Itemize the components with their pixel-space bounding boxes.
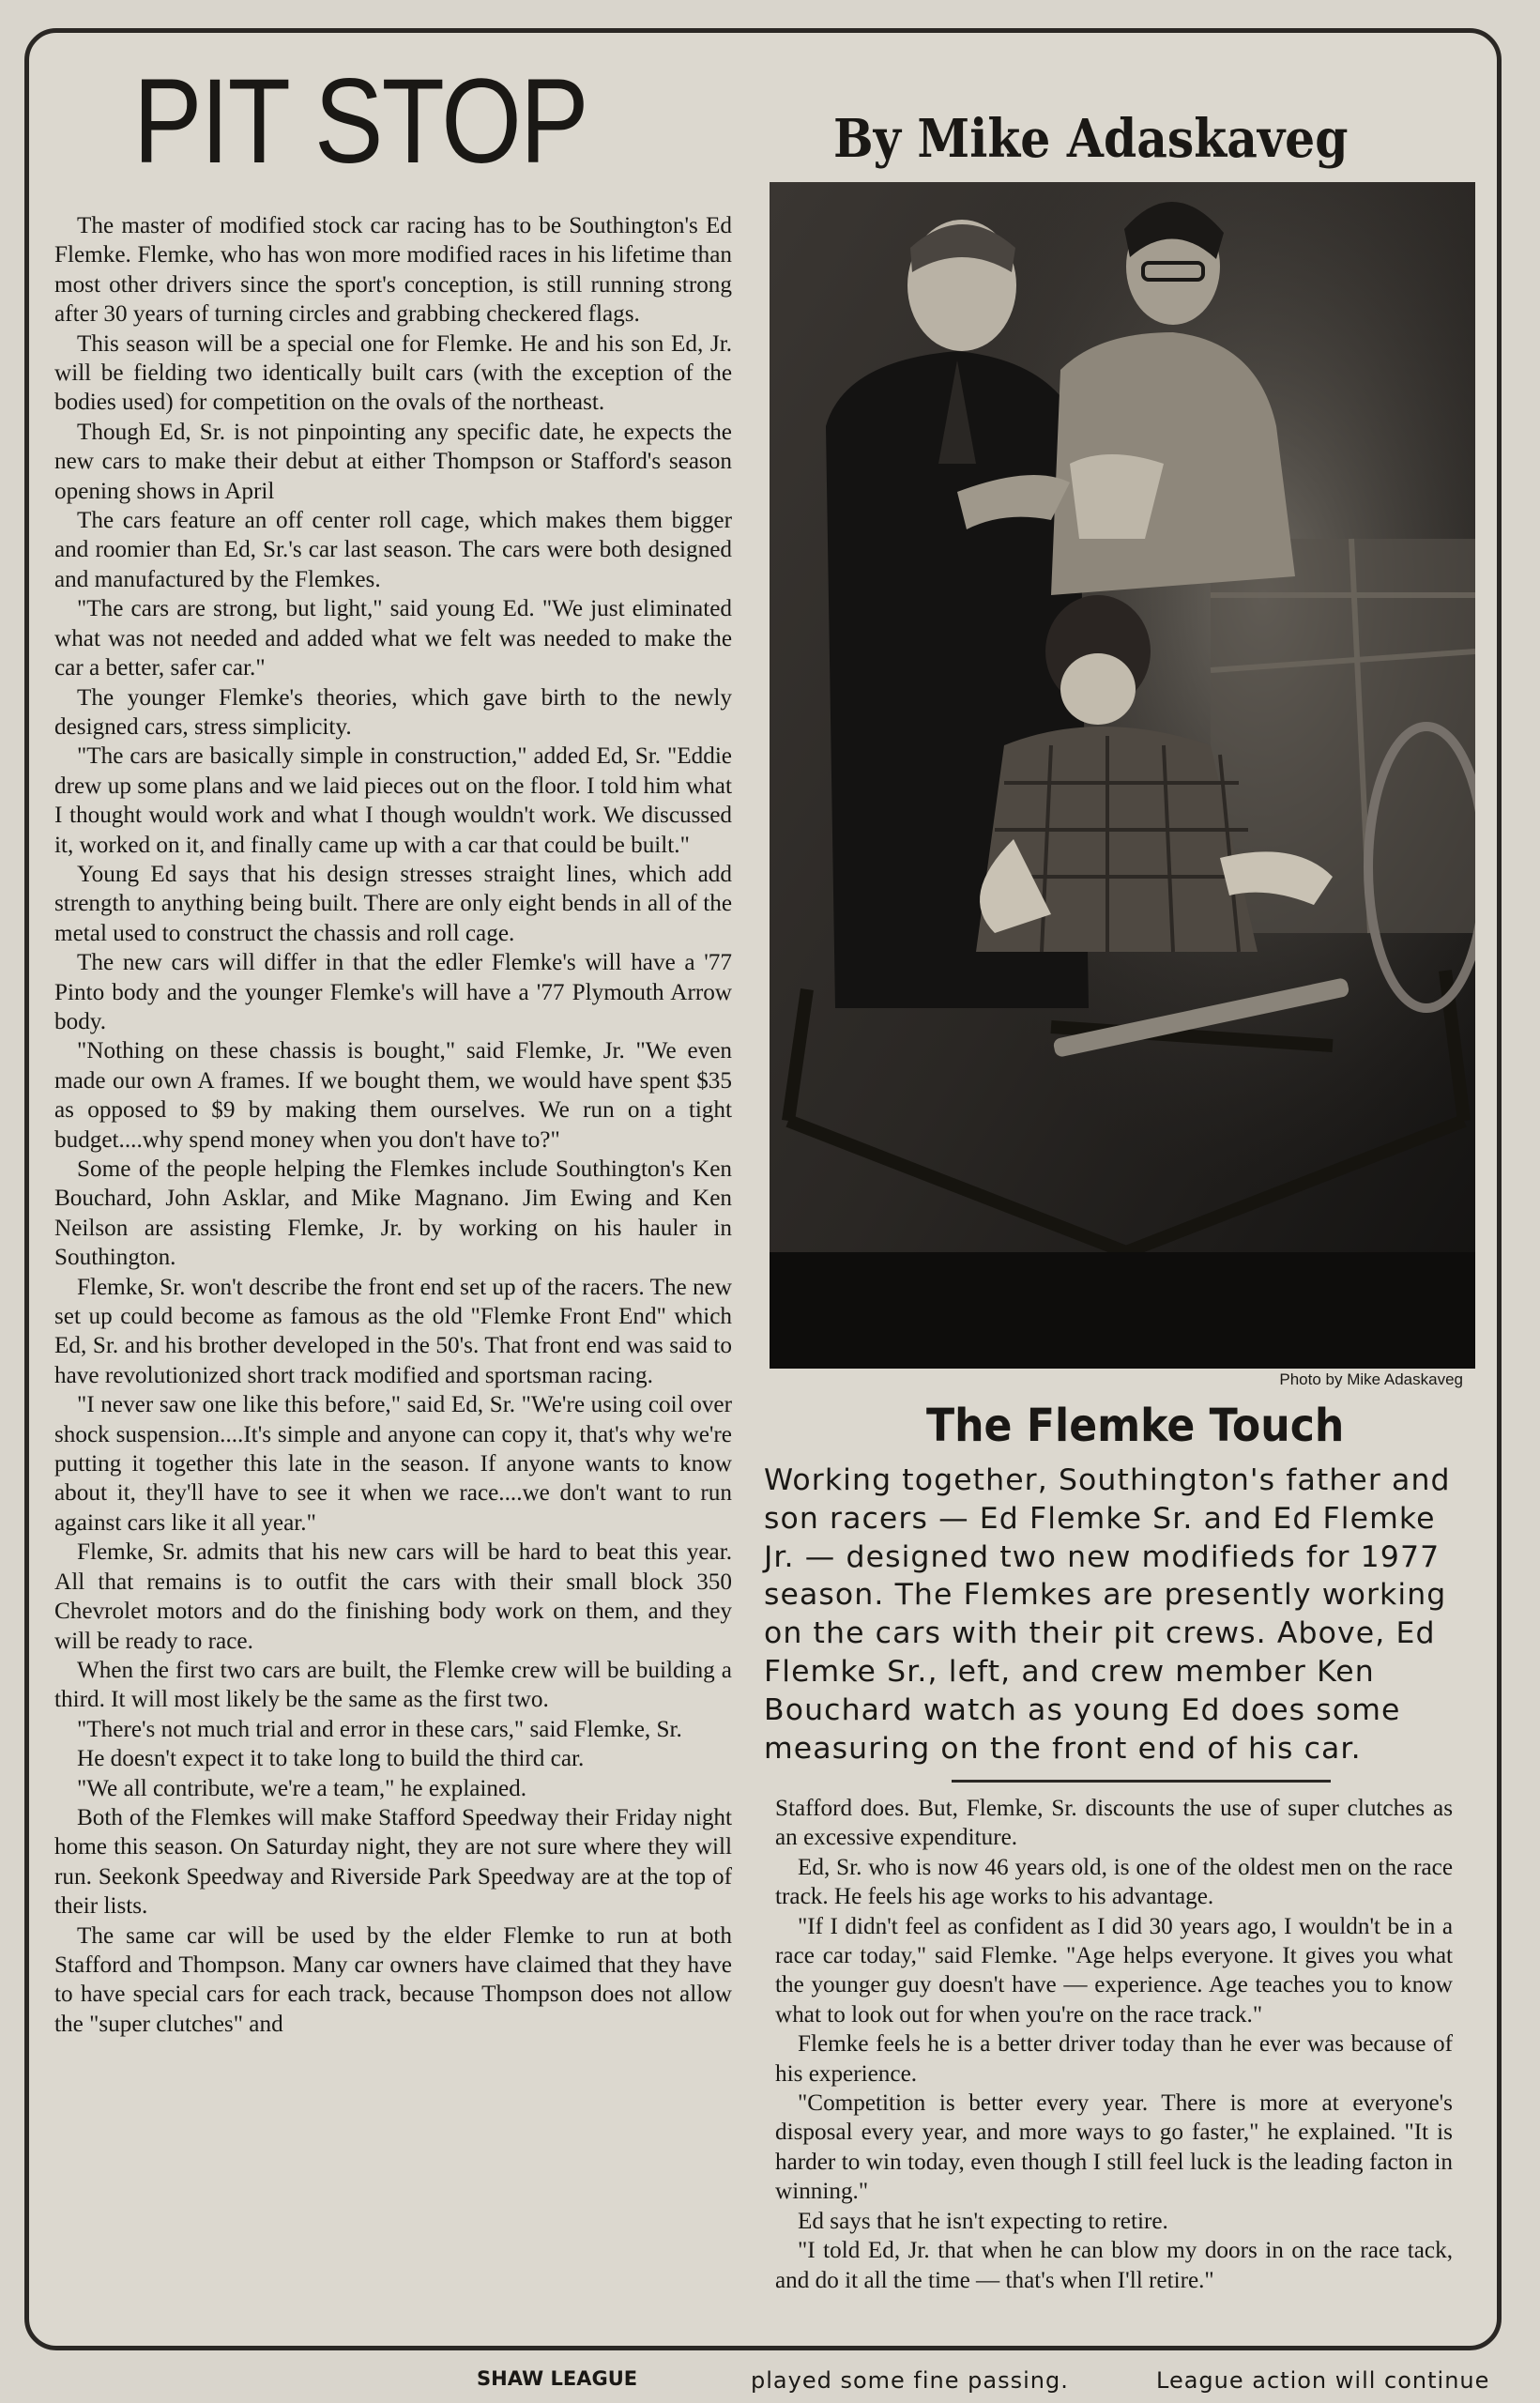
article-column-left <box>54 211 732 2039</box>
photo-credit: Photo by Mike Adaskaveg <box>1279 1370 1463 1388</box>
paragraph: The cars feature an off center roll cage, which makes them bigger and roomier than Ed, Sr.'s car last season. The cars were both designed and manufactured by the Flemkes. <box>54 508 732 592</box>
paragraph: He doesn't expect it to take long to build the third car. <box>77 1746 585 1772</box>
paragraph: "We all contribute, we're a team," he explained. <box>77 1775 527 1801</box>
paragraph: "If I didn't feel as confident as I did 30 years ago, I wouldn't be in a race car today," said Flemke. "Age helps everyone. It gives you what the younger guy doesn't have — experience. Age teaches you to know what to look out for when you're on the race track." <box>775 1913 1453 2028</box>
photo-illustration <box>770 182 1475 1369</box>
paragraph: Both of the Flemkes will make Stafford Speedway their Friday night home this season. On Saturday night, they are not sure where they will run. Seekonk Speedway and Riverside Park Speedway are at the top of their lists. <box>54 1804 732 1920</box>
paragraph: "Nothing on these chassis is bought," said Flemke, Jr. "We even made our own A frames. If we bought them, we would have spent $35 as opposed to $9 by making them ourselves. We run on a tight budget....why spend money when you don't have to?" <box>54 1038 732 1153</box>
paragraph: "I told Ed, Jr. that when he can blow my doors in on the race tack, and do it all the time — that's when I'll retire." <box>775 2238 1453 2293</box>
paragraph: Though Ed, Sr. is not pinpointing any specific date, he expects the new cars to make their debut at either Thompson or Stafford's season opening shows in April <box>54 419 732 504</box>
paragraph: The new cars will differ in that the edler Flemke's will have a '77 Pinto body and the younger Flemke's will have a '77 Plymouth Arrow body. <box>54 950 732 1034</box>
news-photo <box>770 182 1475 1369</box>
divider-rule <box>952 1780 1331 1783</box>
caption-body: Working together, Southington's father and son racers — Ed Flemke Sr. and Ed Flemke Jr. — designed two new modifieds for 1977 season. The Flemkes are presently working on the cars with their pit crews. Above, Ed Flemke Sr., left, and crew member Ken Bouchard watch as young Ed does some measuring on the front end of his car. <box>764 1463 1451 1766</box>
footer-text-fragment: League action will continue <box>1156 2367 1490 2394</box>
paragraph: Some of the people helping the Flemkes include Southington's Ken Bouchard, John Asklar, and Mike Magnano. Jim Ewing and Ken Neilson are assisting Flemke, Jr. by working on his hauler in Southington. <box>54 1156 732 1271</box>
paragraph: This season will be a special one for Flemke. He and his son Ed, Jr. will be fielding two identically built cars (with the exception of the bodies used) for competition on the ovals of the northeast. <box>54 330 732 416</box>
paragraph: When the first two cars are built, the Flemke crew will be building a third. It will most likely be the same as the first two. <box>54 1657 732 1713</box>
paragraph: Flemke, Sr. won't describe the front end set up of the racers. The new set up could become as famous as the old "Flemke Front End" which Ed, Sr. and his brother developed in the 50's. That front end was said to have revolutionized short track modified and sportsman racing. <box>54 1274 732 1388</box>
article-column-right <box>775 1794 1453 2295</box>
paragraph: "Competition is better every year. There is more at everyone's disposal every year, and more ways to go faster," he explained. "It is harder to win today, even though I still feel luck is the leading facton in winning." <box>775 2090 1453 2205</box>
paragraph: Ed says that he isn't expecting to retire. <box>798 2208 1168 2234</box>
paragraph: "There's not much trial and error in these cars," said Flemke, Sr. <box>77 1716 682 1742</box>
paragraph: The younger Flemke's theories, which gave birth to the newly designed cars, stress simplicity. <box>54 684 732 740</box>
paragraph: Ed, Sr. who is now 46 years old, is one of the oldest men on the race track. He feels his age works to his advantage. <box>775 1854 1453 1910</box>
paragraph: Young Ed says that his design stresses straight lines, which add strength to anything being built. There are only eight bends in all of the metal used to construct the chassis and roll cage. <box>54 861 732 946</box>
paragraph: The master of modified stock car racing has to be Southington's Ed Flemke. Flemke, who has won more modified races in his lifetime than most other drivers since the sport's conception, is still running strong after 30 years of turning circles and grabbing checkered flags. <box>54 213 732 328</box>
paragraph: The same car will be used by the elder Flemke to run at both Stafford and Thompson. Many car owners have claimed that they have to have special cars for each track, because Thompson does not allow the "super clutches" and <box>54 1922 732 2037</box>
paragraph: "The cars are basically simple in construction," added Ed, Sr. "Eddie drew up some plans and we laid pieces out on the floor. I told him what I thought would work and what I though wouldn't work. We discussed it, worked on it, and finally came up with a car that could be built." <box>54 743 732 858</box>
headline: PIT STOP <box>133 54 587 189</box>
paragraph: Flemke, Sr. admits that his new cars will be hard to beat this year. All that remains is to outfit the cars with their small block 350 Chevrolet motors and do the finishing body work on them, and they will be ready to race. <box>54 1539 732 1654</box>
footer-heading: SHAW LEAGUE <box>477 2367 638 2390</box>
byline: By Mike Adaskaveg <box>833 108 1349 170</box>
paragraph: "The cars are strong, but light," said young Ed. "We just eliminated what was not needed and added what we felt was needed to make the car a better, safer car." <box>54 596 732 681</box>
paragraph: "I never saw one like this before," said Ed, Sr. "We're using coil over shock suspension....It's simple and anyone can copy it, that's why we're putting it together this late in the season. If anyone wants to know about it, they'll have to see it when we race....we don't want to run against cars like it all year." <box>54 1392 732 1536</box>
footer-text-fragment: played some fine passing. <box>751 2367 1069 2394</box>
paragraph: Stafford does. But, Flemke, Sr. discounts the use of super clutches as an excessive expenditure. <box>775 1796 1453 1851</box>
paragraph: Flemke feels he is a better driver today than he ever was because of his experience. <box>775 2031 1453 2087</box>
caption-title: The Flemke Touch <box>926 1400 1345 1452</box>
